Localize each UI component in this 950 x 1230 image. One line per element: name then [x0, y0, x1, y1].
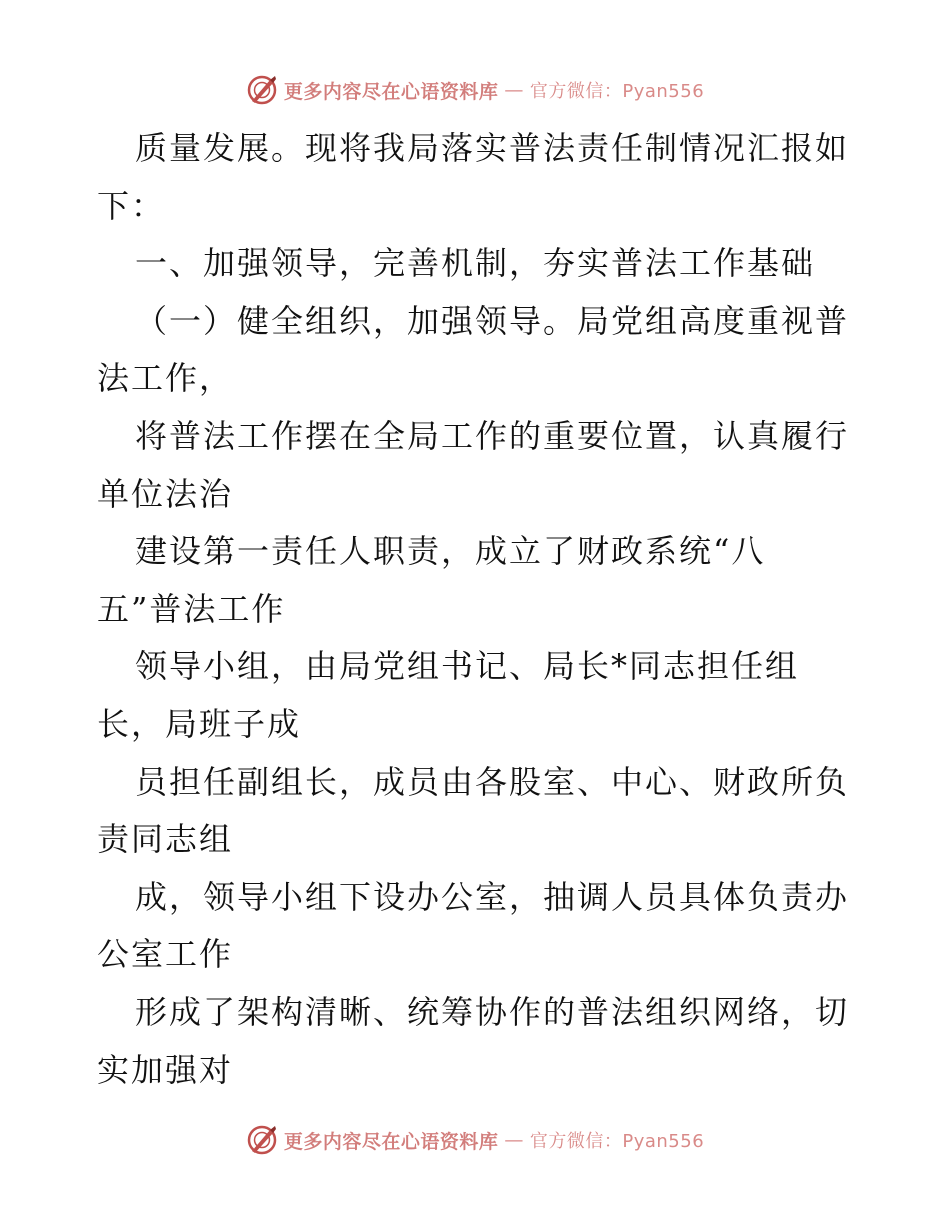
text-line: 质量发展。现将我局落实普法责任制情况汇报如 [135, 129, 850, 167]
text-line: 领导小组，由局党组书记、局长*同志担任组 [135, 647, 800, 686]
footer-watermark [0, 1120, 950, 1160]
text-line: 实加强对 [97, 1050, 234, 1089]
watermark-brand: 更多内容尽在心语资料库 [283, 80, 499, 103]
text-line: 五”普法工作 [97, 589, 286, 628]
text-line: 责同志组 [97, 820, 234, 859]
header-watermark [0, 70, 950, 110]
text-line: 公室工作 [97, 935, 234, 974]
quill-pen-circle-icon [246, 1124, 278, 1156]
text-line: 下： [97, 186, 166, 225]
text-line: 单位法治 [97, 474, 234, 513]
text-line: 法工作， [97, 359, 234, 398]
text-line: 长，局班子成 [97, 704, 302, 743]
text-line: 形成了架构清晰、统筹协作的普法组织网络，切 [135, 992, 850, 1031]
text-line: 员担任副组长，成员由各股室、中心、财政所负 [135, 762, 850, 801]
watermark-separator: — [504, 1129, 524, 1151]
text-line: 建设第一责任人职责，成立了财政系统“八 [135, 532, 766, 571]
quill-pen-circle-icon [246, 74, 278, 106]
text-line: （一）健全组织，加强领导。局党组高度重视普 [135, 301, 850, 340]
document-body [97, 120, 857, 1099]
text-line: 将普法工作摆在全局工作的重要位置，认真履行 [135, 416, 850, 455]
watermark-separator: — [504, 79, 524, 101]
watermark-brand: 更多内容尽在心语资料库 [283, 1130, 499, 1153]
text-line: 成，领导小组下设办公室，抽调人员具体负责办 [135, 877, 850, 916]
watermark-contact: 官方微信：Pyan556 [529, 1131, 705, 1152]
section-heading: 一、加强领导，完善机制，夯实普法工作基础 [135, 244, 816, 283]
watermark-contact: 官方微信：Pyan556 [529, 81, 705, 102]
